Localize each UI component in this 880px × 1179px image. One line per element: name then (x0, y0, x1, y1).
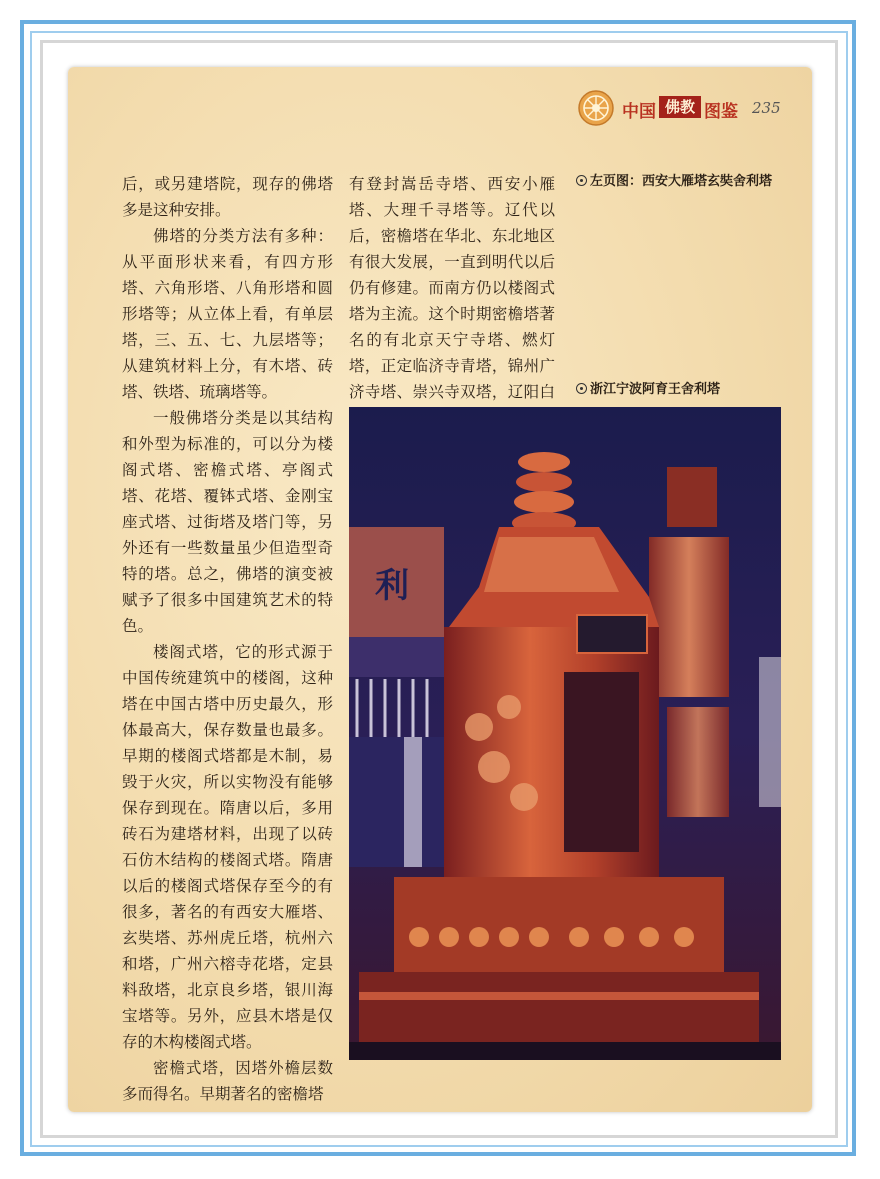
paragraph: 一般佛塔分类是以其结构和外型为标准的，可以分为楼阁式塔、密檐式塔、亭阁式塔、花塔、覆钵式塔、金刚宝座式塔、过街塔及塔门等，另外还有一些数量虽少但造型奇特的塔。总之，佛塔的演变被赋予了很多中国建筑艺术的特色。 (122, 409, 333, 635)
paragraph: 楼阁式塔，它的形式源于中国传统建筑中的楼阁，这种塔在中国古塔中历史最久，形体最高大，保存数量也最多。早期的楼阁式塔都是木制，易毁于火灾，所以实物没有能够保存到现在。隋唐以后，多用砖石为建塔材料，出现了以砖石仿木结构的楼阁式塔。隋唐以后的楼阁式塔保存至今的有很多，著名的有西安大雁塔、玄奘塔、苏州虎丘塔，杭州六和塔，广州六榕寺花塔，定县料敌塔，北京良乡塔，银川海宝塔等。另外，应县木塔是仅存的木构楼阁式塔。 (122, 643, 333, 1051)
caption-left-page (576, 170, 772, 189)
page-header (578, 88, 788, 128)
page-number: 235 (752, 99, 781, 117)
dharma-wheel-icon (578, 90, 614, 126)
paragraph: 密檐式塔，因塔外檐层数多而得名。早期著名的密檐塔 (122, 1059, 333, 1103)
paragraph: 后，或另建塔院，现存的佛塔多是这种安排。 (122, 175, 333, 219)
caption-bullet-icon (576, 175, 587, 186)
paragraph: 有登封嵩岳寺塔、西安小雁塔、大理千寻塔等。辽代以后，密檐塔在华北、东北地区有很大发展，一直到明代以后仍有修建。而南方仍以楼阁式塔为主流。这个时期密檐塔著名的有北京天宁寺塔、燃灯塔，正定临济寺青塔，锦州广济寺塔、崇兴寺双塔，辽阳白 (349, 175, 555, 401)
left-text-column (122, 171, 333, 1107)
header-title-highlight: 佛教 (659, 96, 701, 118)
middle-text-column (349, 171, 555, 431)
plaque-character: 利 (375, 566, 409, 606)
header-title-suffix: 图鉴 (704, 102, 738, 122)
paragraph: 佛塔的分类方法有多种：从平面形状来看，有四方形塔、六角形塔、八角形塔和圆形塔等；从立体上看，有单层塔，三、五、七、九层塔等；从建筑材料上分，有木塔、砖塔、铁塔、琉璃塔等。 (122, 227, 333, 401)
caption-photo (576, 378, 720, 397)
caption-text: 左页图：西安大雁塔玄奘舍利塔 (590, 174, 773, 189)
stupa-photo-drawing (349, 407, 781, 1060)
caption-text: 浙江宁波阿育王舍利塔 (590, 382, 721, 397)
header-title-prefix: 中国 (622, 102, 656, 122)
caption-bullet-icon (576, 383, 587, 394)
stupa-photo (349, 407, 781, 1060)
